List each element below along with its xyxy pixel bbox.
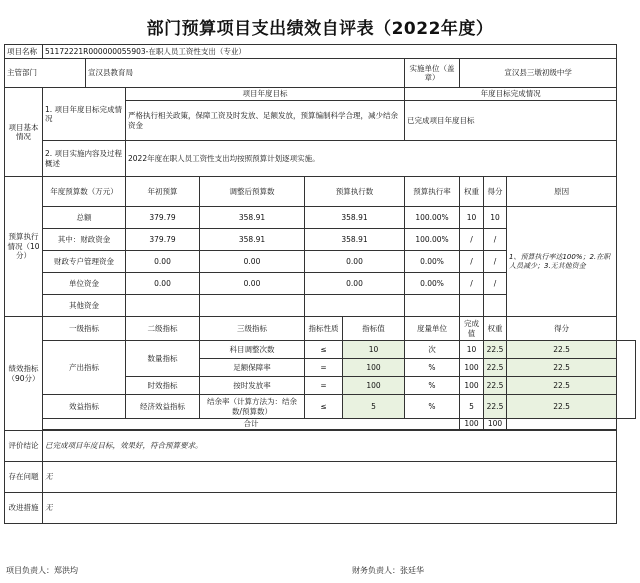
unit-value: 宣汉县三墩初级中学 [460, 59, 617, 88]
budget-annual: 379.79 [126, 207, 200, 229]
budget-adjusted: 0.00 [200, 251, 305, 273]
budget-weight: / [460, 273, 484, 295]
conclusion-text: 已完成项目年度目标，效果好，符合预算要求。 [43, 431, 617, 462]
perf-header-level1: 一级指标 [43, 317, 126, 341]
budget-row-label: 其他资金 [43, 295, 126, 317]
basic-row1-label: 1. 项目年度目标完成情况 [43, 88, 126, 141]
budget-header-score: 得分 [484, 177, 507, 207]
perf-unit: % [405, 377, 460, 395]
budget-annual: 379.79 [126, 229, 200, 251]
perf-nature: = [305, 377, 343, 395]
budget-adjusted: 0.00 [200, 273, 305, 295]
perf-done: 5 [460, 395, 484, 419]
project-name-label: 项目名称 [5, 45, 43, 59]
budget-weight [460, 295, 484, 317]
perf-weight: 22.5 [484, 395, 507, 419]
total-label: 合计 [43, 419, 460, 430]
perf-unit: 次 [405, 341, 460, 359]
problems-label: 存在问题 [5, 462, 43, 493]
performance-table [4, 44, 636, 524]
perf-unit: % [405, 395, 460, 419]
budget-rate: 100.00% [405, 207, 460, 229]
budget-row-label: 财政专户管理资金 [43, 251, 126, 273]
total-score: 100 [484, 419, 507, 430]
budget-header-rate: 预算执行率 [405, 177, 460, 207]
perf-weight: 22.5 [484, 341, 507, 359]
measures-text: 无 [43, 493, 617, 524]
budget-adjusted: 358.91 [200, 229, 305, 251]
budget-score: / [484, 273, 507, 295]
budget-rate: 0.00% [405, 273, 460, 295]
perf-unit: % [405, 359, 460, 377]
budget-header-executed: 预算执行数 [305, 177, 405, 207]
timely-label: 时效指标 [126, 377, 200, 395]
goal-header: 项目年度目标 [126, 88, 405, 101]
output-label: 产出指标 [43, 341, 126, 395]
budget-score: / [484, 251, 507, 273]
perf-header-done: 完成值 [460, 317, 484, 341]
budget-section-label: 预算执行情况（10分） [5, 177, 43, 317]
dept-label: 主管部门 [5, 59, 86, 88]
perf-weight: 22.5 [484, 359, 507, 377]
perf-header-level3: 三级指标 [200, 317, 305, 341]
problems-text: 无 [43, 462, 617, 493]
perf-score: 22.5 [507, 341, 617, 359]
perf-nature: = [305, 359, 343, 377]
perf-done: 100 [460, 377, 484, 395]
benefit-label: 效益指标 [43, 395, 126, 419]
budget-header-annual: 年初预算 [126, 177, 200, 207]
perf-value: 5 [343, 395, 405, 419]
perf-score: 22.5 [507, 359, 617, 377]
perf-done: 100 [460, 359, 484, 377]
perf-section-label: 绩效指标（90分） [5, 317, 43, 431]
budget-header-adjusted: 调整后预算数 [200, 177, 305, 207]
measures-label: 改进措施 [5, 493, 43, 524]
perf-reason-cell [617, 341, 636, 419]
perf-level3: 足额保障率 [200, 359, 305, 377]
unit-label: 实施单位（盖章） [405, 59, 460, 88]
budget-reason: 1、预算执行率达100%；2.在职人员减少；3.无其他资金 [507, 207, 617, 317]
perf-nature: ≤ [305, 395, 343, 419]
perf-value: 100 [343, 359, 405, 377]
budget-header-funds: 年度预算数（万元） [43, 177, 126, 207]
budget-rate [405, 295, 460, 317]
perf-score: 22.5 [507, 377, 617, 395]
budget-weight: / [460, 251, 484, 273]
budget-adjusted: 358.91 [200, 207, 305, 229]
budget-row-label: 单位资金 [43, 273, 126, 295]
dept-value: 宣汉县教育局 [86, 59, 405, 88]
project-lead: 项目负责人：郑洪均 [6, 566, 78, 575]
perf-header-unit: 度量单位 [405, 317, 460, 341]
perf-header-weight: 权重 [484, 317, 507, 341]
perf-nature: ≤ [305, 341, 343, 359]
perf-value: 100 [343, 377, 405, 395]
budget-annual: 0.00 [126, 251, 200, 273]
perf-weight: 22.5 [484, 377, 507, 395]
budget-executed: 0.00 [305, 273, 405, 295]
total-weight: 100 [460, 419, 484, 430]
perf-header-nature: 指标性质 [305, 317, 343, 341]
budget-row [5, 207, 636, 229]
budget-executed: 358.91 [305, 229, 405, 251]
perf-level3: 按时发放率 [200, 377, 305, 395]
perf-header-level2: 二级指标 [126, 317, 200, 341]
basic-row2-label: 2. 项目实施内容及过程概述 [43, 141, 126, 177]
perf-score: 22.5 [507, 395, 617, 419]
perf-header-score: 得分 [507, 317, 617, 341]
budget-row-label: 其中：财政资金 [43, 229, 126, 251]
conclusion-label: 评价结论 [5, 431, 43, 462]
done-header: 年度目标完成情况 [405, 88, 617, 101]
budget-executed: 0.00 [305, 251, 405, 273]
row2-text: 2022年度在职人员工资性支出均按照预算计划逐项实施。 [126, 141, 617, 177]
budget-header-reason: 原因 [507, 177, 617, 207]
budget-executed [305, 295, 405, 317]
budget-annual [126, 295, 200, 317]
project-name: 51172221R000000055903-在职人员工资性支出（专业） [43, 45, 617, 59]
budget-weight: / [460, 229, 484, 251]
perf-row [5, 395, 636, 419]
budget-weight: 10 [460, 207, 484, 229]
total-blank [507, 419, 617, 430]
budget-executed: 358.91 [305, 207, 405, 229]
budget-rate: 100.00% [405, 229, 460, 251]
budget-rate: 0.00% [405, 251, 460, 273]
budget-score: 10 [484, 207, 507, 229]
perf-level3: 结余率（计算方法为：结余数/预算数） [200, 395, 305, 419]
basic-section-label: 项目基本情况 [5, 88, 43, 177]
budget-score [484, 295, 507, 317]
budget-annual: 0.00 [126, 273, 200, 295]
quantity-label: 数量指标 [126, 341, 200, 377]
perf-value: 10 [343, 341, 405, 359]
perf-header-value: 指标值 [343, 317, 405, 341]
perf-level3: 科目调整次数 [200, 341, 305, 359]
finance-lead: 财务负责人：张廷华 [352, 566, 424, 575]
budget-adjusted [200, 295, 305, 317]
budget-header-weight: 权重 [460, 177, 484, 207]
econ-label: 经济效益指标 [126, 395, 200, 419]
perf-row [5, 341, 636, 359]
budget-row-label: 总额 [43, 207, 126, 229]
budget-score: / [484, 229, 507, 251]
perf-done: 10 [460, 341, 484, 359]
page-title: 部门预算项目支出绩效自评表（2022年度） [146, 19, 494, 39]
row1-done: 已完成项目年度目标 [405, 101, 617, 141]
row1-goal: 严格执行相关政策，保障工资及时发放、足额发放，预算编制科学合理，减少结余资金 [126, 101, 405, 141]
